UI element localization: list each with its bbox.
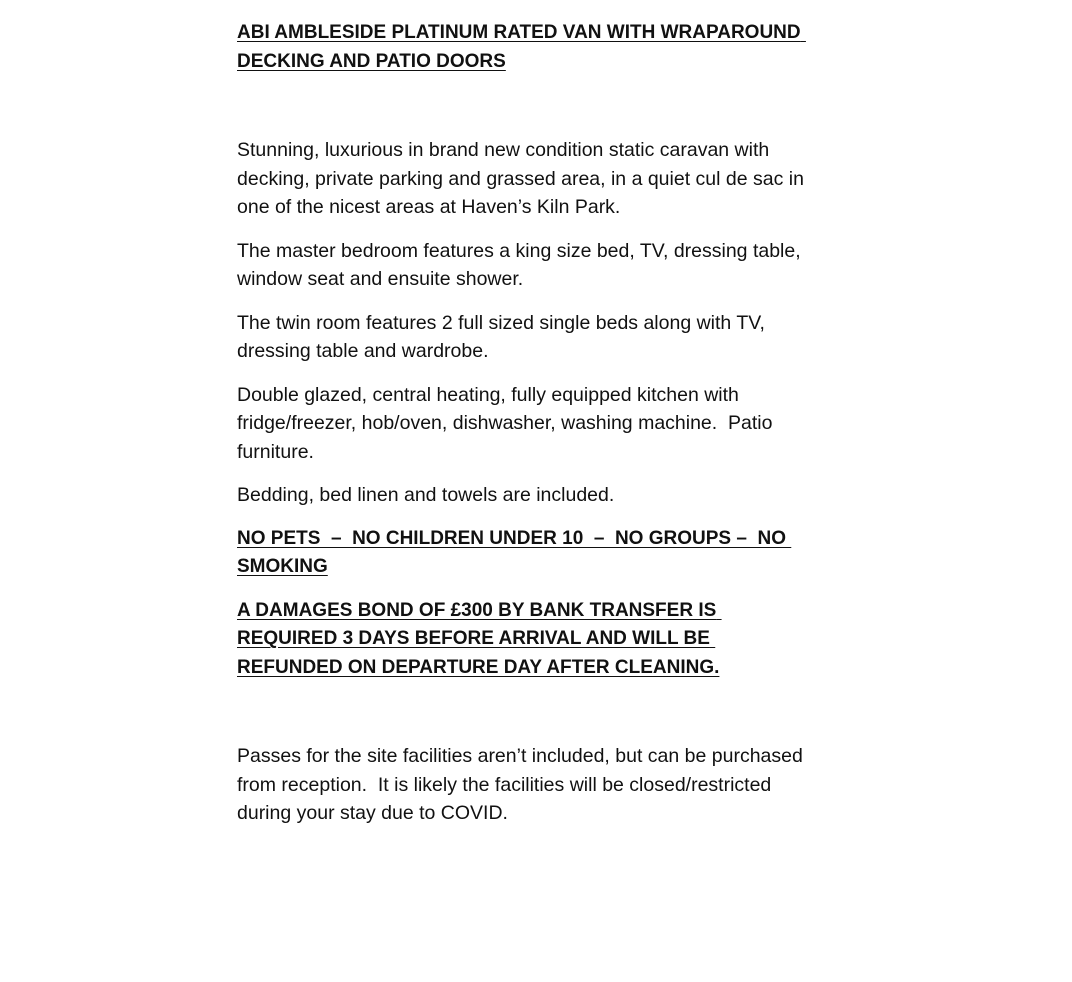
damages-bond-notice: A DAMAGES BOND OF £300 BY BANK TRANSFER IS REQUIRED 3 DAYS BEFORE ARRIVAL AND WILL BE REFUNDED ON DEPARTURE DAY AFTER CLEANING.	[237, 599, 722, 678]
spacer	[237, 366, 817, 381]
document-page	[237, 19, 817, 828]
document-title: ABI AMBLESIDE PLATINUM RATED VAN WITH WRAPAROUND DECKING AND PATIO DOORS	[237, 22, 806, 72]
spacer	[237, 76, 817, 136]
spacer	[237, 222, 817, 237]
spacer	[237, 294, 817, 309]
bedding-paragraph: Bedding, bed linen and towels are included.	[237, 484, 615, 506]
master-bedroom-paragraph: The master bedroom features a king size bed, TV, dressing table, window seat and ensuite shower.	[237, 239, 807, 290]
amenities-paragraph: Double glazed, central heating, fully equipped kitchen with fridge/freezer, hob/oven, dishwasher, washing machine. Patio furniture.	[237, 383, 778, 463]
spacer	[237, 510, 817, 525]
spacer	[237, 466, 817, 481]
spacer	[237, 582, 817, 597]
spacer	[237, 682, 817, 742]
restrictions-notice: NO PETS – NO CHILDREN UNDER 10 – NO GROUPS – NO SMOKING	[237, 527, 792, 577]
intro-paragraph: Stunning, luxurious in brand new condition static caravan with decking, private parking and grassed area, in a quiet cul de sac in one of the nicest areas at Haven’s Kiln Park.	[237, 139, 810, 218]
facility-passes-paragraph: Passes for the site facilities aren’t included, but can be purchased from reception. It is likely the facilities will be closed/restricted during your stay due to COVID.	[237, 745, 809, 824]
twin-room-paragraph: The twin room features 2 full sized single beds along with TV, dressing table and wardrobe.	[237, 311, 771, 362]
